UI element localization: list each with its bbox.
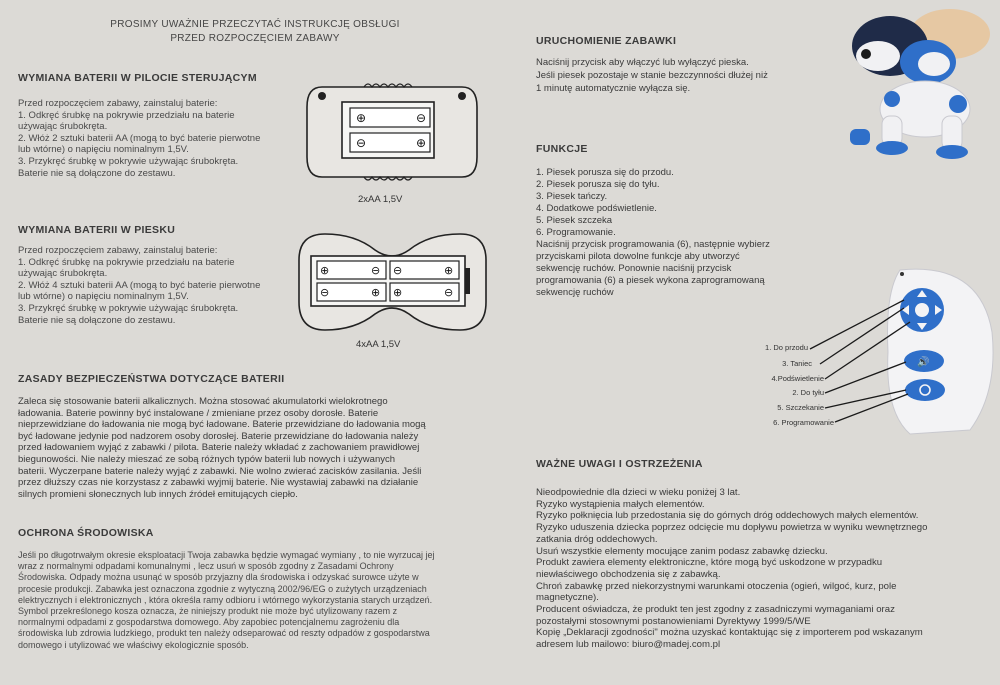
text-line: Przed rozpoczęciem zabawy, zainstaluj baterie: xyxy=(18,98,218,109)
text-line: 1. Odkręć śrubkę na pokrywie przedziału na baterie xyxy=(18,109,235,121)
text-line: Baterie nie są dołączone do zestawu. xyxy=(18,167,176,179)
svg-text:⊕: ⊕ xyxy=(320,264,330,277)
text-line: Naciśnij przycisk aby włączyć lub wyłączyć pieska. xyxy=(536,57,749,68)
text-line: 3. Przykręć śrubkę w pokrywie używając śrubokręta. xyxy=(18,155,239,167)
remote-label-forward: 1. Do przodu xyxy=(765,343,808,352)
text-line: Przed rozpoczęciem zabawy, zainstaluj baterie: xyxy=(18,245,218,256)
text-line: 2. Piesek porusza się do tyłu. xyxy=(536,179,660,190)
svg-text:⊕: ⊕ xyxy=(393,286,403,299)
document-header xyxy=(70,18,440,46)
text-line: Ryzyko uduszenia dziecka poprzez odcięcie mu dopływu powietrza w wyniku wewnętrznego xyxy=(536,522,928,534)
dog-battery-heading: WYMIANA BATERII W PIESKU xyxy=(18,224,176,236)
text-line: Produkt zawiera elementy elektroniczne, które mogą być uskodzone w przypadku xyxy=(536,557,883,569)
remote-battery-caption: 2xAA 1,5V xyxy=(358,194,403,205)
remote-label-backward: 2. Do tyłu xyxy=(792,388,824,397)
remote-battery-heading: WYMIANA BATERII W PILOCIE STERUJĄCYM xyxy=(18,72,257,84)
dog-battery-text xyxy=(18,245,298,326)
text-line: silnych promieni słonecznych lub innych źródeł emitujących ciepło. xyxy=(18,488,298,500)
remote-battery-diagram xyxy=(302,82,482,192)
svg-text:⊖: ⊖ xyxy=(371,264,381,277)
text-line: niewłaściwego obchodzenia się z zabawką. xyxy=(536,568,721,580)
text-line: wraz z normalnymi odpadami komunalnymi , lecz usuń w sposób zgodny z Zasadami Ochrony xyxy=(18,561,394,572)
header-line-2: PRZED ROZPOCZĘCIEM ZABAWY xyxy=(170,33,340,44)
text-line: Kopię „Deklaracji zgodności" można uzyskać kontaktując się z importerem pod wskazanym xyxy=(536,627,923,639)
text-line: nieprzewidziane do ładowania nie mogą być ładowane. Baterie przewidziane do ładowania mogą xyxy=(18,419,426,431)
text-line: normalnymi odpadami z gospodarstwa domowego. Aby zapobiec potencjalnemu zagrożeniu dla xyxy=(18,617,400,628)
text-line: 3. Przykręć śrubkę w pokrywie używając śrubokręta. xyxy=(18,302,239,314)
text-line: używając śrubokręta. xyxy=(18,121,108,133)
text-line: ładowania. Baterie powinny być instalowane / zmieniane przez osoby dorosłe. Baterie xyxy=(18,407,379,419)
text-line: adresem lub mailowo: biuro@madej.com.pl xyxy=(536,639,721,651)
text-line: procesie produkcji. Zabawka jest oznaczona zgodnie z wytyczną 2002/96/EG o zużytych urządzeniach xyxy=(18,583,427,594)
warnings-text xyxy=(536,487,966,651)
svg-text:⊕: ⊕ xyxy=(356,111,367,125)
svg-text:⊖: ⊖ xyxy=(320,286,330,299)
dog-battery-section xyxy=(18,224,298,326)
text-line: lub wtórne) o napięciu nominalnym 1,5V. xyxy=(18,144,189,156)
text-line: 4. Dodatkowe podświetlenie. xyxy=(536,203,657,214)
text-line: środowiska lub zdrowia ludzkiego, produkt ten należy odseparować od reszty odpadów z gospodarstwa xyxy=(18,628,430,639)
text-line: lub wtórne) o napięciu nominalnym 1,5V. xyxy=(18,291,189,303)
text-line: Nieodpowiednie dla dzieci w wieku poniżej 3 lat. xyxy=(536,487,741,498)
startup-heading: URUCHOMIENIE ZABAWKI xyxy=(536,35,677,47)
functions-heading: FUNKCJE xyxy=(536,143,588,155)
warnings-heading: WAŻNE UWAGI I OSTRZEŻENIA xyxy=(536,458,703,470)
svg-text:⊕: ⊕ xyxy=(416,136,427,150)
text-line: domowego i utylizować we właściwy ekologicznie sposób. xyxy=(18,639,249,650)
battery-safety-text xyxy=(18,396,488,500)
text-line: elektrycznych i elektronicznych , która określa ramy odbioru i wtórnego wykorzystania starych urządzeń. xyxy=(18,594,433,605)
text-line: 3. Piesek tańczy. xyxy=(536,191,608,202)
text-line: 2. Włóż 2 sztuki baterii AA (mogą to być baterie pierwotne xyxy=(18,132,261,144)
text-line: programowania (6) a piesek wykona zaprogramowaną xyxy=(536,275,765,286)
text-line: 1. Piesek porusza się do przodu. xyxy=(536,167,674,178)
svg-text:⊖: ⊖ xyxy=(444,286,454,299)
environment-section xyxy=(18,527,488,651)
text-line: biegunowości. Nie należy mieszać ze sobą różnych typów baterii lub nowych i używanych xyxy=(18,453,396,465)
text-line: 1 minutę automatycznie wyłącza się. xyxy=(536,83,691,94)
svg-text:⊕: ⊕ xyxy=(444,264,454,277)
text-line: 1. Odkręć śrubkę na pokrywie przedziału na baterie xyxy=(18,256,235,268)
header-line-1: PROSIMY UWAŻNIE PRZECZYTAĆ INSTRUKCJĘ OBSŁUGI xyxy=(110,19,400,30)
text-line: być ładowane jedynie pod nadzorem osoby dorosłej. Baterie przewidziane do ładowania należy xyxy=(18,430,419,442)
text-line: pozostałymi stosownymi postanowieniami Dyrektywy 1999/5/WE xyxy=(536,615,811,627)
startup-text xyxy=(536,56,836,95)
remote-label-bark: 5. Szczekanie xyxy=(777,403,824,412)
battery-safety-section xyxy=(18,373,488,500)
svg-text:⊕: ⊕ xyxy=(371,286,381,299)
dog-battery-diagram xyxy=(295,230,490,335)
text-line: Jeśli po długotrwałym okresie eksploatacji Twoja zabawka będzie wymagać wymiany , to nie wyrzucaj jej xyxy=(18,550,435,560)
remote-label-light: 4.Podświetlenie xyxy=(771,374,824,383)
battery-safety-heading: ZASADY BEZPIECZEŃSTWA DOTYCZĄCE BATERII xyxy=(18,373,285,385)
text-line: zatkania dróg oddechowych. xyxy=(536,533,658,545)
text-line: magnetyczne). xyxy=(536,592,599,604)
warnings-section xyxy=(536,458,966,651)
text-line: Jeśli piesek pozostaje w stanie bezczynności dłużej niż xyxy=(536,70,768,81)
svg-text:⊖: ⊖ xyxy=(356,136,367,150)
dog-battery-caption: 4xAA 1,5V xyxy=(356,339,401,350)
text-line: sekwencję ruchów xyxy=(536,287,614,298)
svg-text:⊖: ⊖ xyxy=(416,111,427,125)
text-line: Środowiska. Odpady można usunąć w sposób przyjazny dla środowiska i odzyskać surowce użyte w xyxy=(18,572,419,583)
text-line: 2. Włóż 4 sztuki baterii AA (mogą to być baterie pierwotne xyxy=(18,279,261,291)
text-line: Naciśnij przycisk programowania (6), następnie wybierz xyxy=(536,239,770,250)
remote-label-program: 6. Programowanie xyxy=(773,418,834,427)
text-line: przed ładowaniem wyjąć z zabawki / pilota. Baterie należy wkładać z zachowaniem prawidłowej xyxy=(18,442,420,454)
text-line: Symbol przekreślonego kosza oznacza, że niniejszy produkt nie może być utylizowany razem z xyxy=(18,606,398,617)
remote-battery-section xyxy=(18,72,298,179)
text-line: używając śrubokręta. xyxy=(18,268,108,280)
remote-label-dance: 3. Taniec xyxy=(782,359,812,368)
robot-dog-illustration xyxy=(830,4,1000,164)
svg-text:⊖: ⊖ xyxy=(393,264,403,277)
text-line: 6. Programowanie. xyxy=(536,227,616,238)
text-line: Producent oświadcza, że produkt ten jest zgodny z zasadniczymi wymaganiami oraz xyxy=(536,604,895,616)
environment-text xyxy=(18,550,488,651)
text-line: Chroń zabawkę przed niekorzystnymi warunkami otoczenia (ogień, wilgoć, kurz, pole xyxy=(536,580,897,592)
text-line: Baterie nie są dołączone do zestawu. xyxy=(18,314,176,326)
startup-section xyxy=(536,35,836,95)
text-line: Usuń wszystkie elementy mocujące zanim podasz zabawkę dziecku. xyxy=(536,545,828,557)
text-line: Zaleca się stosowanie baterii alkalicznych. Można stosować akumulatorki wielokrotnego xyxy=(18,396,388,407)
text-line: sekwencję ruchów. Ponownie naciśnij przycisk xyxy=(536,263,732,274)
environment-heading: OCHRONA ŚRODOWISKA xyxy=(18,527,154,539)
text-line: Ryzyko wystąpienia małych elementów. xyxy=(536,498,705,510)
text-line: przyciskami pilota dowolne funkcje aby utworzyć xyxy=(536,251,740,262)
svg-text:🔊: 🔊 xyxy=(917,357,930,368)
remote-battery-text xyxy=(18,98,298,179)
text-line: baterii. Wyczerpane baterie należy wyjąć z zabawki. Nie wolno zwierać zacisków zasilania. Jeśli xyxy=(18,465,422,477)
text-line: Ryzyko połknięcia lub przedostania się do górnych dróg oddechowych małych elementów. xyxy=(536,510,919,522)
text-line: przez dłuższy czas nie korzystasz z zabawki wyjmij baterie. Nie wystawiaj zabawki na działanie xyxy=(18,477,419,489)
text-line: 5. Piesek szczeka xyxy=(536,215,613,226)
